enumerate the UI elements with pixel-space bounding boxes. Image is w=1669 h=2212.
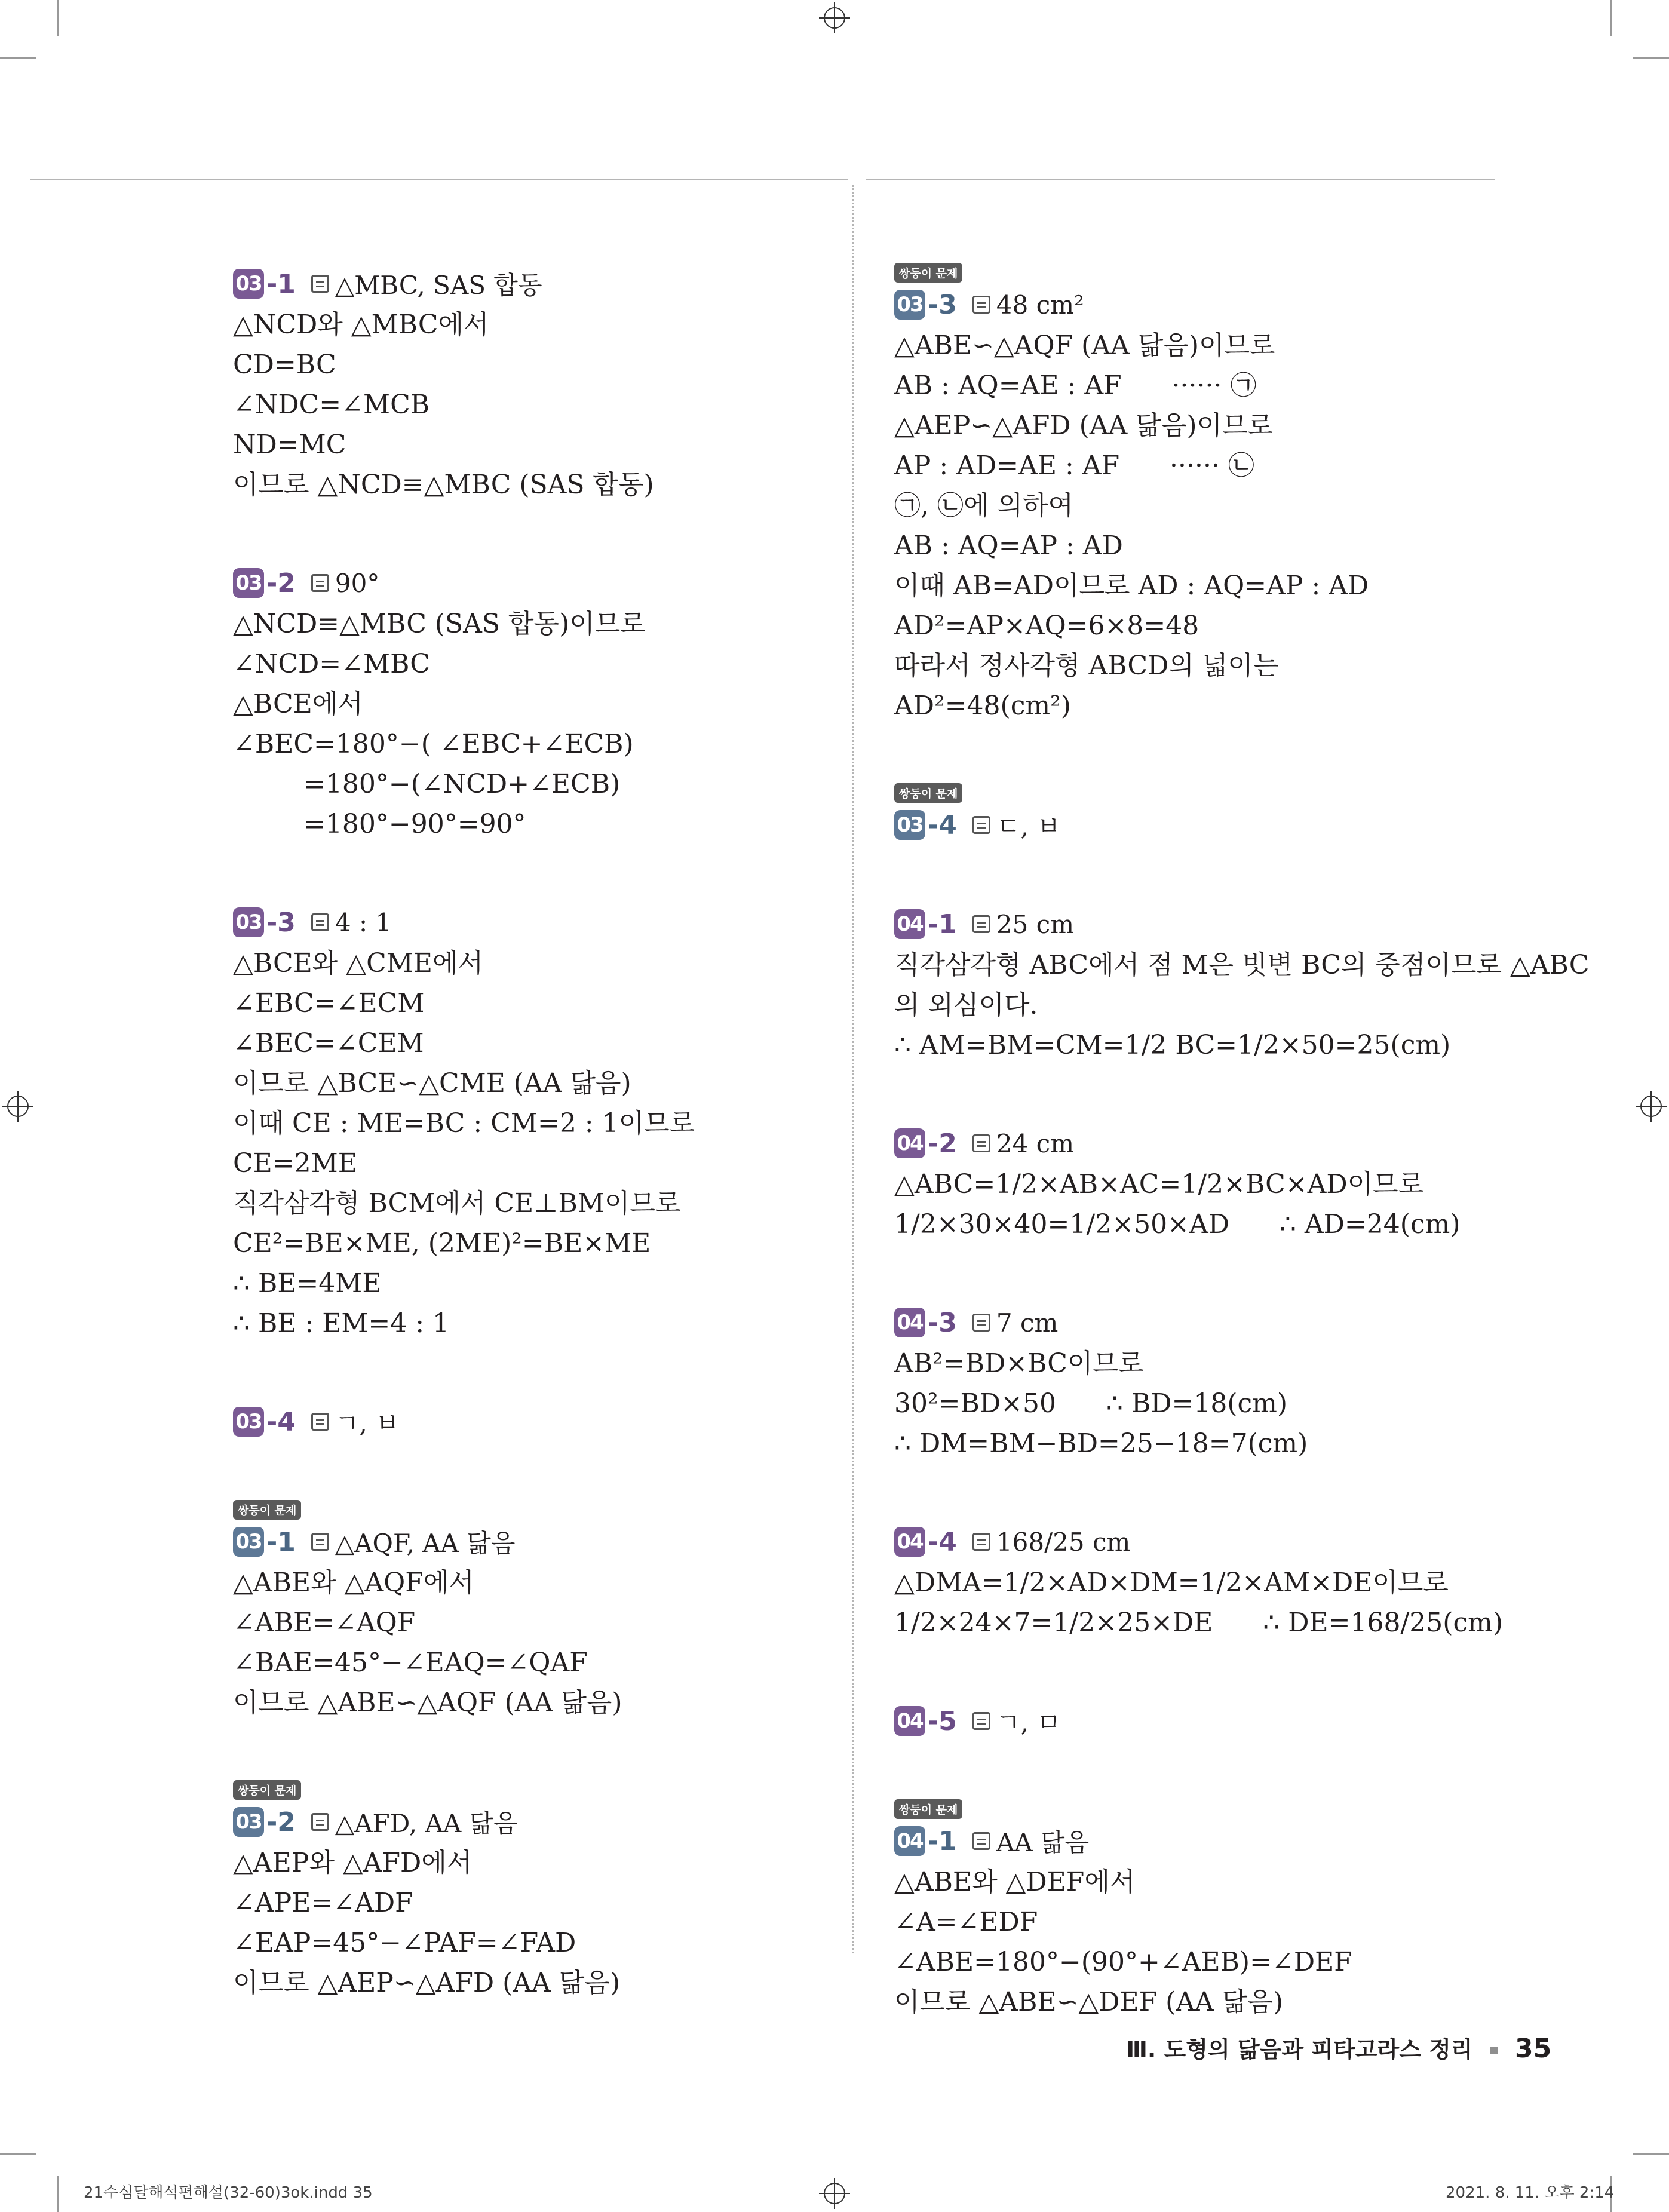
problem-header: [233, 1801, 830, 1843]
page-footer: [1126, 2031, 1551, 2064]
answer-icon: [972, 296, 990, 314]
solution-line: CE²=BE×ME, (2ME)²=BE×ME: [233, 1228, 651, 1259]
registration-mark-icon: [7, 1096, 29, 1117]
answer-text: AA 닮음: [996, 1828, 1090, 1857]
answer-text: △MBC, SAS 합동: [335, 271, 542, 300]
answer-text: ㄱ, ㅂ: [335, 1409, 400, 1438]
problem-header: [233, 1521, 830, 1563]
solution-line: ∠EAP=45°−∠PAF=∠FAD: [233, 1928, 576, 1958]
answer-text: 168/25 cm: [996, 1527, 1131, 1557]
solution-line: AB : AQ=AE : AF ······ ㉠: [894, 370, 1257, 401]
solution-line: AP : AD=AE : AF ······ ㉡: [894, 450, 1254, 481]
problem-header: [894, 804, 1504, 846]
solution-line: ∠A=∠EDF: [894, 1907, 1038, 1937]
crop-mark: [1633, 57, 1669, 59]
twin-problem-tag: 쌍둥이 문제: [233, 1500, 301, 1520]
slug-date: 2021. 8. 11. 오후 2:14: [1446, 2184, 1615, 2202]
answer-text: 24 cm: [996, 1128, 1075, 1158]
solution-line: 이므로 △NCD≡△MBC (SAS 합동): [233, 470, 654, 500]
answer-icon: [972, 816, 990, 834]
problem-header: [233, 562, 830, 604]
left-column: [233, 263, 830, 2060]
problem-badge: 03: [233, 1407, 264, 1437]
problem-badge: 04: [894, 1527, 925, 1557]
solution-line: ∠NDC=∠MCB: [233, 389, 430, 420]
solution-line: 직각삼각형 BCM에서 CE⊥BM이므로: [233, 1188, 681, 1219]
problem-header: [894, 903, 1504, 945]
page-number: 35: [1514, 2033, 1552, 2064]
problem-number: -1: [266, 268, 296, 299]
answer-icon: [972, 1314, 990, 1332]
answer-icon: [972, 1134, 990, 1152]
solution-block: [894, 1700, 1504, 1742]
twin-problem-tag: 쌍둥이 문제: [233, 1780, 301, 1800]
solution-line: 이므로 △AEP∽△AFD (AA 닮음): [233, 1968, 620, 1998]
problem-badge: 03: [233, 269, 264, 299]
solution-line: ∴ BE=4ME: [233, 1268, 382, 1299]
solution-line: 1/2×30×40=1/2×50×AD ∴ AD=24(cm): [894, 1209, 1461, 1240]
crop-mark: [57, 0, 59, 36]
solution-line: ∴ DM=BM−BD=25−18=7(cm): [894, 1428, 1308, 1459]
solution-line: ∠ABE=∠AQF: [233, 1607, 416, 1638]
problem-header: [233, 901, 830, 943]
solution-line: △ABE와 △AQF에서: [233, 1567, 474, 1598]
header-rule: [30, 179, 848, 180]
problem-number: -1: [928, 1826, 957, 1857]
solution-line: AB : AQ=AP : AD: [894, 530, 1123, 561]
problem-badge: 03: [233, 1807, 264, 1837]
solution-line: △ABE와 △DEF에서: [894, 1867, 1136, 1897]
solution-line: ∠ABE=180°−(90°+∠AEB)=∠DEF: [894, 1947, 1352, 1977]
answer-icon: [972, 1533, 990, 1551]
answer-icon: [311, 275, 329, 293]
problem-header: [894, 1122, 1504, 1164]
problem-number: -5: [928, 1705, 957, 1737]
problem-number: -2: [266, 567, 296, 599]
solution-line: ∠NCD=∠MBC: [233, 649, 430, 679]
crop-mark: [0, 2153, 36, 2155]
solution-line: △AEP와 △AFD에서: [233, 1848, 473, 1878]
answer-text: △AFD, AA 닮음: [335, 1809, 518, 1838]
problem-header: [894, 1302, 1504, 1343]
answer-icon: [311, 1413, 329, 1431]
answer-text: ㄷ, ㅂ: [996, 812, 1061, 841]
solution-line: △ABC=1/2×AB×AC=1/2×BC×AD이므로: [894, 1169, 1424, 1199]
solution-line: ∠EBC=∠ECM: [233, 988, 425, 1018]
section-title: Ⅲ. 도형의 닮음과 피타고라스 정리: [1126, 2036, 1473, 2063]
answer-icon: [311, 574, 329, 592]
header-rule: [866, 179, 1495, 180]
answer-text: 48 cm²: [996, 290, 1084, 320]
solution-line: 이므로 △ABE∽△DEF (AA 닮음): [894, 1987, 1284, 2017]
problem-number: -1: [266, 1526, 296, 1557]
solution-block: [233, 1780, 830, 2003]
solution-line: =180°−(∠NCD+∠ECB): [303, 769, 621, 799]
problem-badge: 03: [894, 810, 925, 840]
problem-header: [233, 1401, 830, 1443]
solution-line: △ABE∽△AQF (AA 닮음)이므로: [894, 330, 1275, 361]
column-divider: [852, 185, 854, 1953]
solution-line: ∠BEC=∠CEM: [233, 1028, 424, 1059]
problem-badge: 04: [894, 1128, 925, 1158]
solution-block: [894, 1521, 1504, 1643]
problem-number: -3: [928, 1307, 957, 1338]
solution-line: △DMA=1/2×AD×DM=1/2×AM×DE이므로: [894, 1567, 1449, 1598]
solution-block: [233, 1500, 830, 1723]
crop-mark: [0, 57, 36, 59]
solution-line: 직각삼각형 ABC에서 점 M은 빗변 BC의 중점이므로 △ABC: [894, 950, 1590, 980]
footer-square-icon: [1490, 2047, 1498, 2054]
solution-block: [233, 901, 830, 1343]
answer-text: 4 : 1: [335, 907, 392, 937]
answer-icon: [972, 1712, 990, 1730]
problem-header: [894, 1820, 1504, 1862]
answer-text: 25 cm: [996, 909, 1075, 939]
solution-line: AD²=48(cm²): [894, 691, 1071, 721]
problem-number: -1: [928, 909, 957, 940]
problem-number: -2: [928, 1128, 957, 1159]
solution-line: 의 외심이다.: [894, 990, 1038, 1020]
problem-header: [894, 1700, 1504, 1742]
answer-icon: [311, 913, 329, 931]
solution-line: 이므로 △BCE∽△CME (AA 닮음): [233, 1068, 631, 1099]
problem-badge: 04: [894, 1706, 925, 1736]
solution-line: ND=MC: [233, 429, 346, 460]
registration-mark-icon: [824, 2183, 845, 2204]
solution-line: CD=BC: [233, 349, 336, 380]
solution-line: 1/2×24×7=1/2×25×DE ∴ DE=168/25(cm): [894, 1607, 1503, 1638]
solution-block: [894, 1122, 1504, 1244]
solution-line: △BCE와 △CME에서: [233, 948, 483, 978]
problem-badge: 04: [894, 909, 925, 939]
crop-mark: [57, 2176, 59, 2212]
solution-line: △NCD≡△MBC (SAS 합동)이므로: [233, 609, 646, 639]
slug-file: 21수심달해석편해설(32-60)3ok.indd 35: [84, 2184, 373, 2202]
answer-icon: [311, 1533, 329, 1551]
problem-number: -2: [266, 1806, 296, 1837]
solution-block: [233, 263, 830, 505]
solution-block: [894, 1302, 1504, 1464]
solution-line: AD²=AP×AQ=6×8=48: [894, 610, 1199, 641]
solution-line: 이므로 △ABE∽△AQF (AA 닮음): [233, 1688, 622, 1718]
problem-badge: 04: [894, 1826, 925, 1856]
problem-badge: 03: [233, 1527, 264, 1557]
solution-line: ㉠, ㉡에 의하여: [894, 490, 1073, 521]
problem-badge: 03: [894, 290, 925, 320]
solution-block: [233, 1401, 830, 1443]
answer-text: ㄱ, ㅁ: [996, 1708, 1061, 1737]
answer-text: 90°: [335, 568, 380, 598]
problem-number: -3: [928, 289, 957, 320]
solution-block: [894, 263, 1504, 726]
problem-header: [894, 284, 1504, 326]
solution-line: =180°−90°=90°: [303, 809, 526, 839]
solution-line: ∠BAE=45°−∠EAQ=∠QAF: [233, 1648, 588, 1678]
solution-line: CE=2ME: [233, 1148, 357, 1179]
solution-line: 이때 CE : ME=BC : CM=2 : 1이므로: [233, 1108, 695, 1139]
problem-badge: 03: [233, 568, 264, 598]
answer-text: 7 cm: [996, 1308, 1059, 1337]
solution-line: △NCD와 △MBC에서: [233, 309, 489, 340]
problem-number: -4: [266, 1406, 296, 1437]
solution-line: △AEP∽△AFD (AA 닮음)이므로: [894, 410, 1273, 441]
answer-icon: [311, 1813, 329, 1831]
problem-badge: 04: [894, 1308, 925, 1337]
solution-line: ∠APE=∠ADF: [233, 1888, 413, 1918]
answer-icon: [972, 1832, 990, 1850]
answer-icon: [972, 915, 990, 933]
solution-line: ∠BEC=180°−( ∠EBC+∠ECB): [233, 729, 634, 759]
solution-block: [894, 783, 1504, 846]
problem-badge: 03: [233, 907, 264, 937]
solution-line: 30²=BD×50 ∴ BD=18(cm): [894, 1388, 1288, 1419]
solution-line: ∴ AM=BM=CM=1/2 BC=1/2×50=25(cm): [894, 1030, 1451, 1060]
twin-problem-tag: 쌍둥이 문제: [894, 783, 962, 803]
problem-number: -3: [266, 907, 296, 938]
solution-line: ∴ BE : EM=4 : 1: [233, 1308, 450, 1339]
problem-header: [233, 263, 830, 305]
solution-line: AB²=BD×BC이므로: [894, 1348, 1144, 1379]
crop-mark: [1633, 2153, 1669, 2155]
twin-problem-tag: 쌍둥이 문제: [894, 263, 962, 283]
problem-number: -4: [928, 1526, 957, 1557]
problem-header: [894, 1521, 1504, 1563]
problem-number: -4: [928, 809, 957, 840]
solution-line: △BCE에서: [233, 689, 363, 719]
solution-block: [233, 562, 830, 844]
answer-text: △AQF, AA 닮음: [335, 1529, 516, 1558]
solution-block: [894, 903, 1590, 1065]
solution-line: 이때 AB=AD이므로 AD : AQ=AP : AD: [894, 570, 1369, 601]
registration-mark-icon: [824, 7, 845, 29]
solution-line: 따라서 정사각형 ABCD의 넓이는: [894, 651, 1279, 681]
registration-mark-icon: [1640, 1096, 1662, 1117]
solution-block: [894, 1799, 1504, 2022]
twin-problem-tag: 쌍둥이 문제: [894, 1799, 962, 1819]
crop-mark: [1610, 0, 1612, 36]
